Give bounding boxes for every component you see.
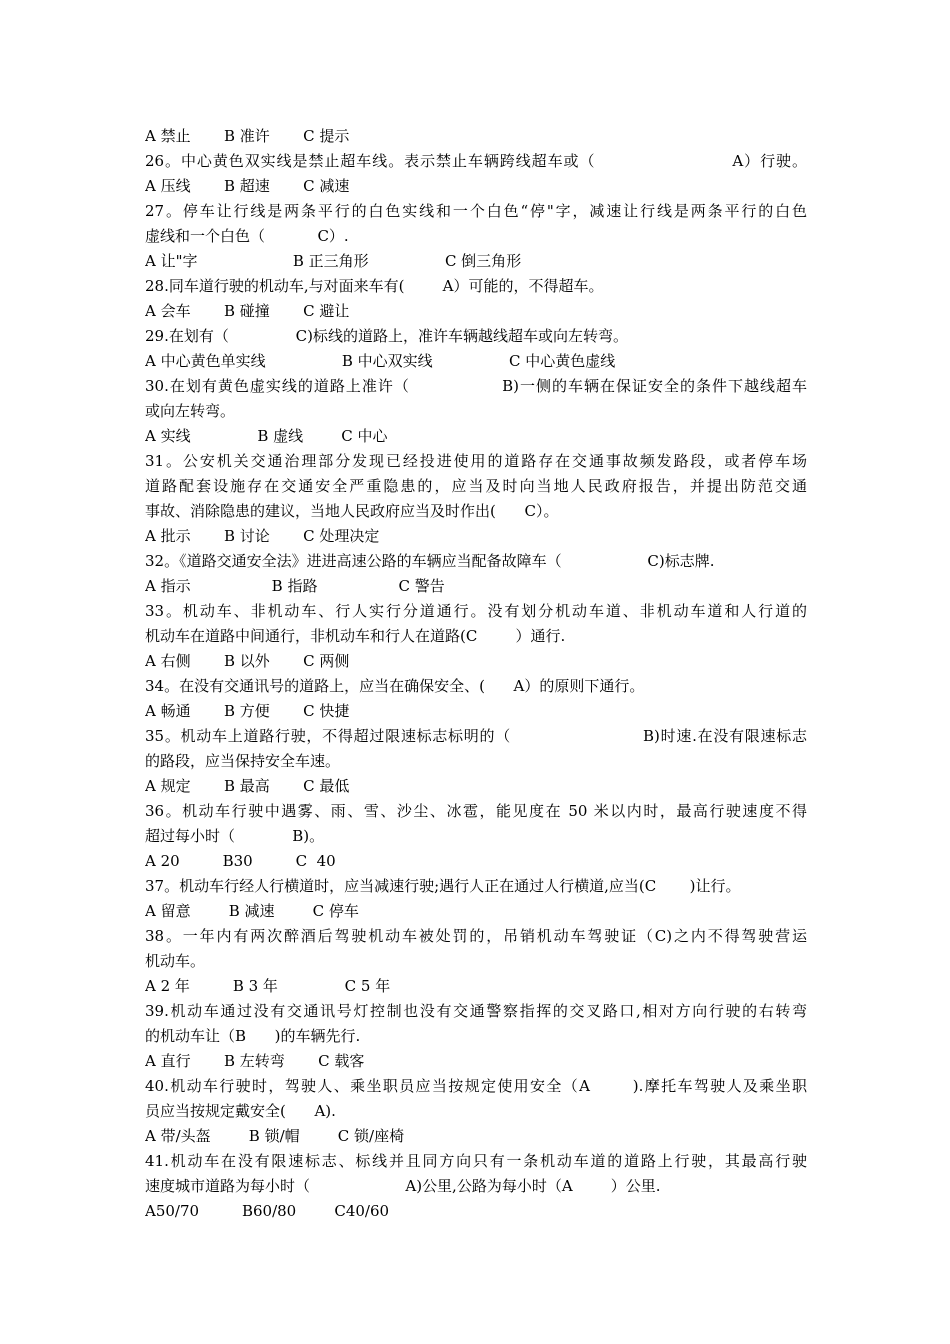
text-line: 超过每小时（ B)。 bbox=[145, 827, 325, 845]
text-line: A 让"字 B 正三角形 C 倒三角形 bbox=[145, 252, 522, 270]
text-line: 机动车在道路中间通行，非机动车和行人在道路(C ）通行. bbox=[145, 627, 566, 645]
text-line: A 会车 B 碰撞 C 避让 bbox=[145, 302, 350, 320]
text-line: A 留意 B 减速 C 停车 bbox=[145, 902, 359, 920]
text-line: 40.机动车行驶时，驾驶人、乘坐职员应当按规定使用安全（A ).摩托车驾驶人及乘坐职 bbox=[145, 1077, 807, 1095]
text-line: 的路段，应当保持安全车速。 bbox=[145, 752, 341, 770]
text-line: 32。《道路交通安全法》进进高速公路的车辆应当配备故障车（ C)标志牌. bbox=[145, 552, 715, 570]
text-line: 29.在划有（ C)标线的道路上，准许车辆越线超车或向左转弯。 bbox=[145, 327, 628, 345]
text-line: A 禁止 B 准许 C 提示 bbox=[145, 127, 350, 145]
document-page bbox=[145, 124, 807, 1224]
text-line: 26。中心黄色双实线是禁止超车线。表示禁止车辆跨线超车或（ A）行驶。 bbox=[145, 152, 807, 170]
text-line: A 右侧 B 以外 C 两侧 bbox=[145, 652, 350, 670]
text-line: 机动车。 bbox=[145, 952, 206, 970]
text-line: A 中心黄色单实线 B 中心双实线 C 中心黄色虚线 bbox=[145, 352, 616, 370]
text-line: A 带/头盔 B 锁/帽 C 锁/座椅 bbox=[145, 1127, 405, 1145]
text-line: A 规定 B 最高 C 最低 bbox=[145, 777, 350, 795]
text-line: 28.同车道行驶的机动车,与对面来车有( A）可能的，不得超车。 bbox=[145, 277, 604, 295]
text-line: A 实线 B 虚线 C 中心 bbox=[145, 427, 388, 445]
text-line: 虚线和一个白色（ C）. bbox=[145, 227, 349, 245]
text-line: 事故、消除隐患的建议，当地人民政府应当及时作出( C）。 bbox=[145, 502, 559, 520]
text-line: 速度城市道路为每小时（ A)公里,公路为每小时（A ）公里. bbox=[145, 1177, 661, 1195]
text-line: 35。机动车上道路行驶，不得超过限速标志标明的（ B)时速.在没有限速标志 bbox=[145, 727, 807, 745]
text-line: 41.机动车在没有限速标志、标线并且同方向只有一条机动车道的道路上行驶，其最高行驶 bbox=[145, 1152, 807, 1170]
text-line: A 20 B30 C 40 bbox=[145, 852, 336, 870]
text-line: 的机动车让（B )的车辆先行. bbox=[145, 1027, 361, 1045]
text-line: 30.在划有黄色虚实线的道路上准许（ B)一侧的车辆在保证安全的条件下越线超车 bbox=[145, 377, 807, 395]
text-line: 道路配套设施存在交通安全严重隐患的，应当及时向当地人民政府报告，并提出防范交通 bbox=[145, 477, 807, 495]
text-line: 39.机动车通过没有交通讯号灯控制也没有交通警察指挥的交叉路口,相对方向行驶的右转弯 bbox=[145, 1002, 807, 1020]
text-line: A50/70 B60/80 C40/60 bbox=[145, 1202, 390, 1220]
text-line: A 2 年 B 3 年 C 5 年 bbox=[145, 977, 391, 995]
text-line: 33。机动车、非机动车、行人实行分道通行。没有划分机动车道、非机动车道和人行道的 bbox=[145, 602, 807, 620]
text-line: A 指示 B 指路 C 警告 bbox=[145, 577, 445, 595]
text-line: 27。停车让行线是两条平行的白色实线和一个白色“停"字，减速让行线是两条平行的白色 bbox=[145, 202, 807, 220]
text-line: A 批示 B 讨论 C 处理决定 bbox=[145, 527, 380, 545]
text-line: 37。机动车行经人行横道时，应当减速行驶;遇行人正在通过人行横道,应当(C )让行。 bbox=[145, 877, 741, 895]
text-line: 31。公安机关交通治理部分发现已经投进使用的道路存在交通事故频发路段，或者停车场 bbox=[145, 452, 807, 470]
text-line: 或向左转弯。 bbox=[145, 402, 236, 420]
text-line: 员应当按规定戴安全( A). bbox=[145, 1102, 336, 1120]
text-line: A 直行 B 左转弯 C 载客 bbox=[145, 1052, 365, 1070]
text-line: A 畅通 B 方便 C 快捷 bbox=[145, 702, 350, 720]
text-line: 38。一年内有两次醉酒后驾驶机动车被处罚的，吊销机动车驾驶证（C)之内不得驾驶营运 bbox=[145, 927, 807, 945]
text-line: A 压线 B 超速 C 减速 bbox=[145, 177, 350, 195]
text-line: 34。在没有交通讯号的道路上，应当在确保安全、( A）的原则下通行。 bbox=[145, 677, 645, 695]
text-line: 36。机动车行驶中遇雾、雨、雪、沙尘、冰雹，能见度在 50 米以内时，最高行驶速度不得 bbox=[145, 802, 807, 820]
